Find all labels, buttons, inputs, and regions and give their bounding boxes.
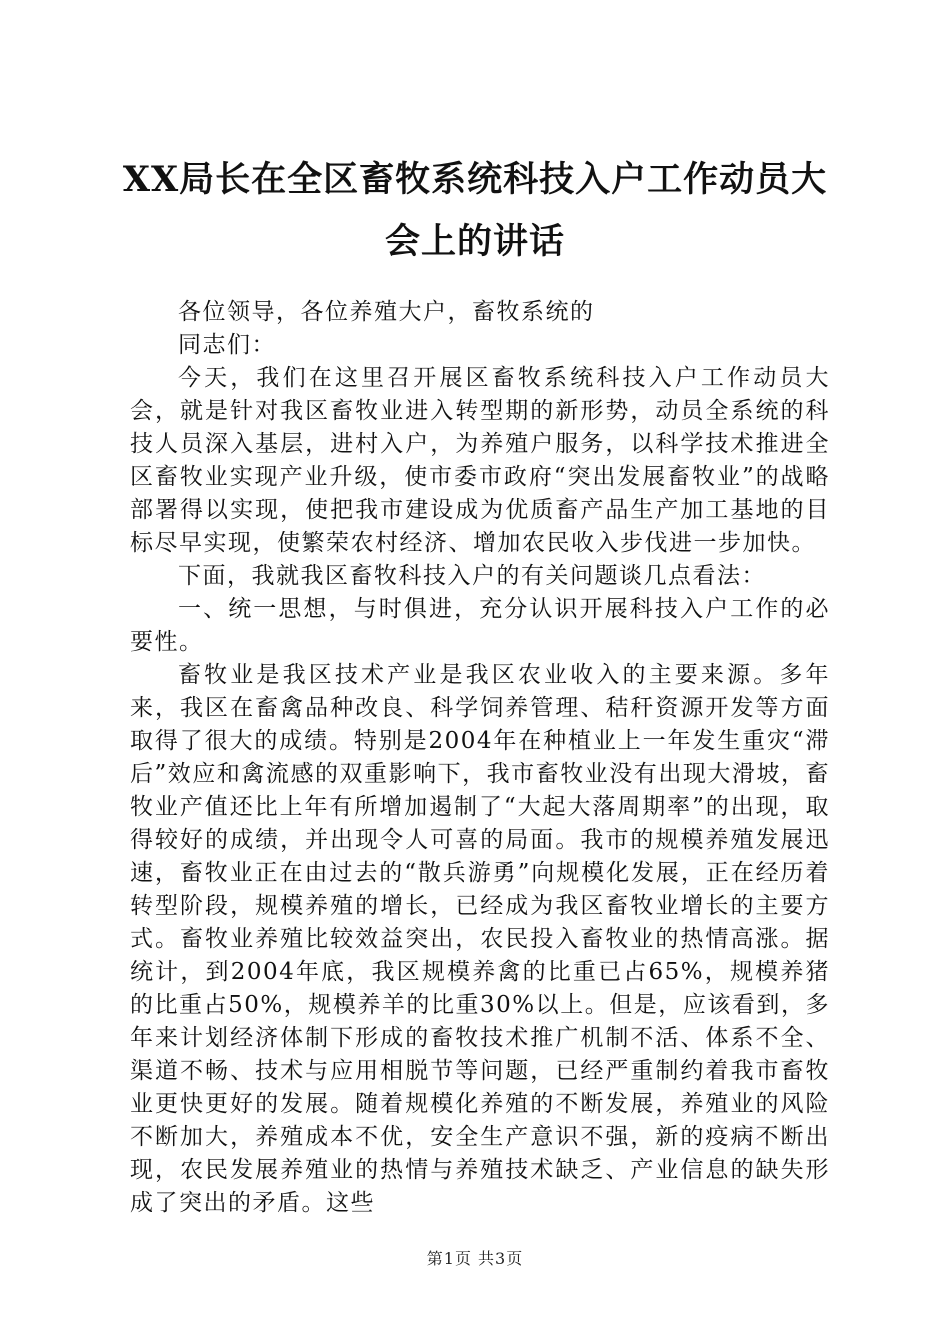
body-paragraph: 今天，我们在这里召开展区畜牧系统科技入户工作动员大会，就是针对我区畜牧业进入转型期的新形势，动员全系统的科技人员深入基层，进村入户，为养殖户服务，以科学技术推进全区畜牧业实现产业升级，使市委市政府“突出发展畜牧业”的战略部署得以实现，使把我市建设成为优质畜产品生产加工基地的目标尽早实现，使繁荣农村经济、增加农民收入步伐进一步加快。: [130, 365, 830, 556]
salutation-line: 各位领导，各位养殖大户，畜牧系统的: [178, 299, 595, 325]
page-number-footer: 第1页 共3页: [426, 1249, 524, 1268]
document-title-line-2: 会上的讲话: [384, 221, 565, 262]
body-paragraph: 畜牧业是我区技术产业是我区农业收入的主要来源。多年来，我区在畜禽品种改良、科学饲养管理、秸秆资源开发等方面取得了很大的成绩。特别是2004年在种植业上一年发生重灾“滞后”效应和禽流感的双重影响下，我市畜牧业没有出现大滑坡，畜牧业产值还比上年有所增加遏制了“大起大落周期率”的出现，取得较好的成绩，并出现令人可喜的局面。我市的规模养殖发展迅速，畜牧业正在由过去的“散兵游勇”向规模化发展，正在经历着转型阶段，规模养殖的增长，已经成为我区畜牧业增长的主要方式。畜牧业养殖比较效益突出，农民投入畜牧业的热情高涨。据统计，到2004年底，我区规模养禽的比重已占65%，规模养猪的比重占50%，规模养羊的比重30%以上。但是，应该看到，多年来计划经济体制下形成的畜牧技术推广机制不活、体系不全、渠道不畅、技术与应用相脱节等问题，已经严重制约着我市畜牧业更快更好的发展。随着规模化养殖的不断发展，养殖业的风险不断加大，养殖成本不优，安全生产意识不强，新的疫病不断出现，农民发展养殖业的热情与养殖技术缺乏、产业信息的缺失形成了突出的矛盾。这些: [130, 662, 830, 1216]
section-heading: 一、统一思想，与时俱进，充分认识开展科技入户工作的必要性。: [130, 596, 830, 655]
document-title-line-1: XX局长在全区畜牧系统科技入户工作动员大: [122, 159, 828, 200]
document-body: [130, 296, 830, 1220]
body-paragraph: 下面，我就我区畜牧科技入户的有关问题谈几点看法：: [178, 563, 766, 589]
salutation-line: 同志们：: [178, 332, 276, 358]
